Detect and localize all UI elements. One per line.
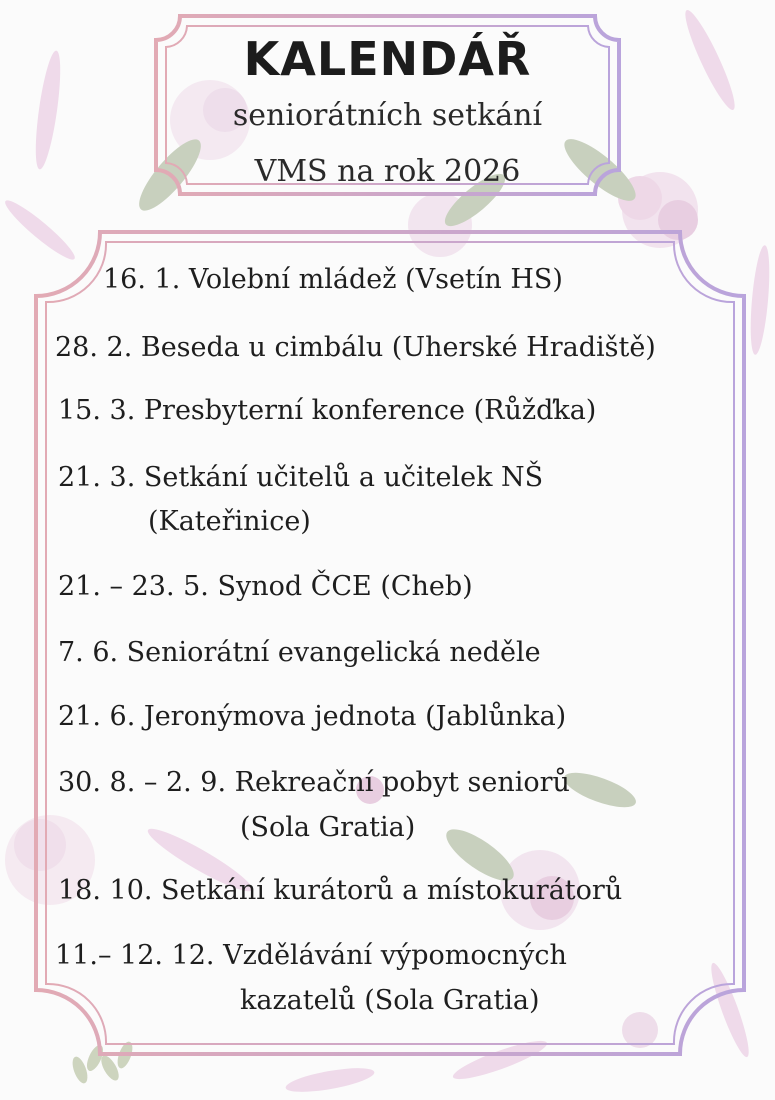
event-item-3: 15. 3. Presbyterní konference (Růžďka) <box>58 395 597 426</box>
event-item-2: 28. 2. Beseda u cimbálu (Uherské Hradiště) <box>55 332 656 363</box>
event-item-10-continuation: kazatelů (Sola Gratia) <box>240 985 540 1016</box>
event-item-4-continuation: (Kateřinice) <box>148 506 311 537</box>
subtitle-line-1: seniorátních setkání <box>232 98 543 133</box>
event-item-6: 7. 6. Seniorátní evangelická neděle <box>58 637 541 668</box>
page-title: KALENDÁŘ <box>243 32 532 86</box>
event-item-1: 16. 1. Volební mládež (Vsetín HS) <box>103 264 563 295</box>
subtitle-line-2: VMS na rok 2026 <box>254 154 521 189</box>
event-item-7: 21. 6. Jeronýmova jednota (Jablůnka) <box>58 701 567 732</box>
event-item-8: 30. 8. – 2. 9. Rekreační pobyt seniorů <box>58 767 570 798</box>
event-item-5: 21. – 23. 5. Synod ČCE (Cheb) <box>58 571 473 602</box>
event-item-4: 21. 3. Setkání učitelů a učitelek NŠ <box>58 462 544 493</box>
event-item-8-continuation: (Sola Gratia) <box>240 812 416 843</box>
event-item-10: 11.– 12. 12. Vzdělávání výpomocných <box>55 940 567 971</box>
event-item-9: 18. 10. Setkání kurátorů a místokurátorů <box>58 875 623 906</box>
